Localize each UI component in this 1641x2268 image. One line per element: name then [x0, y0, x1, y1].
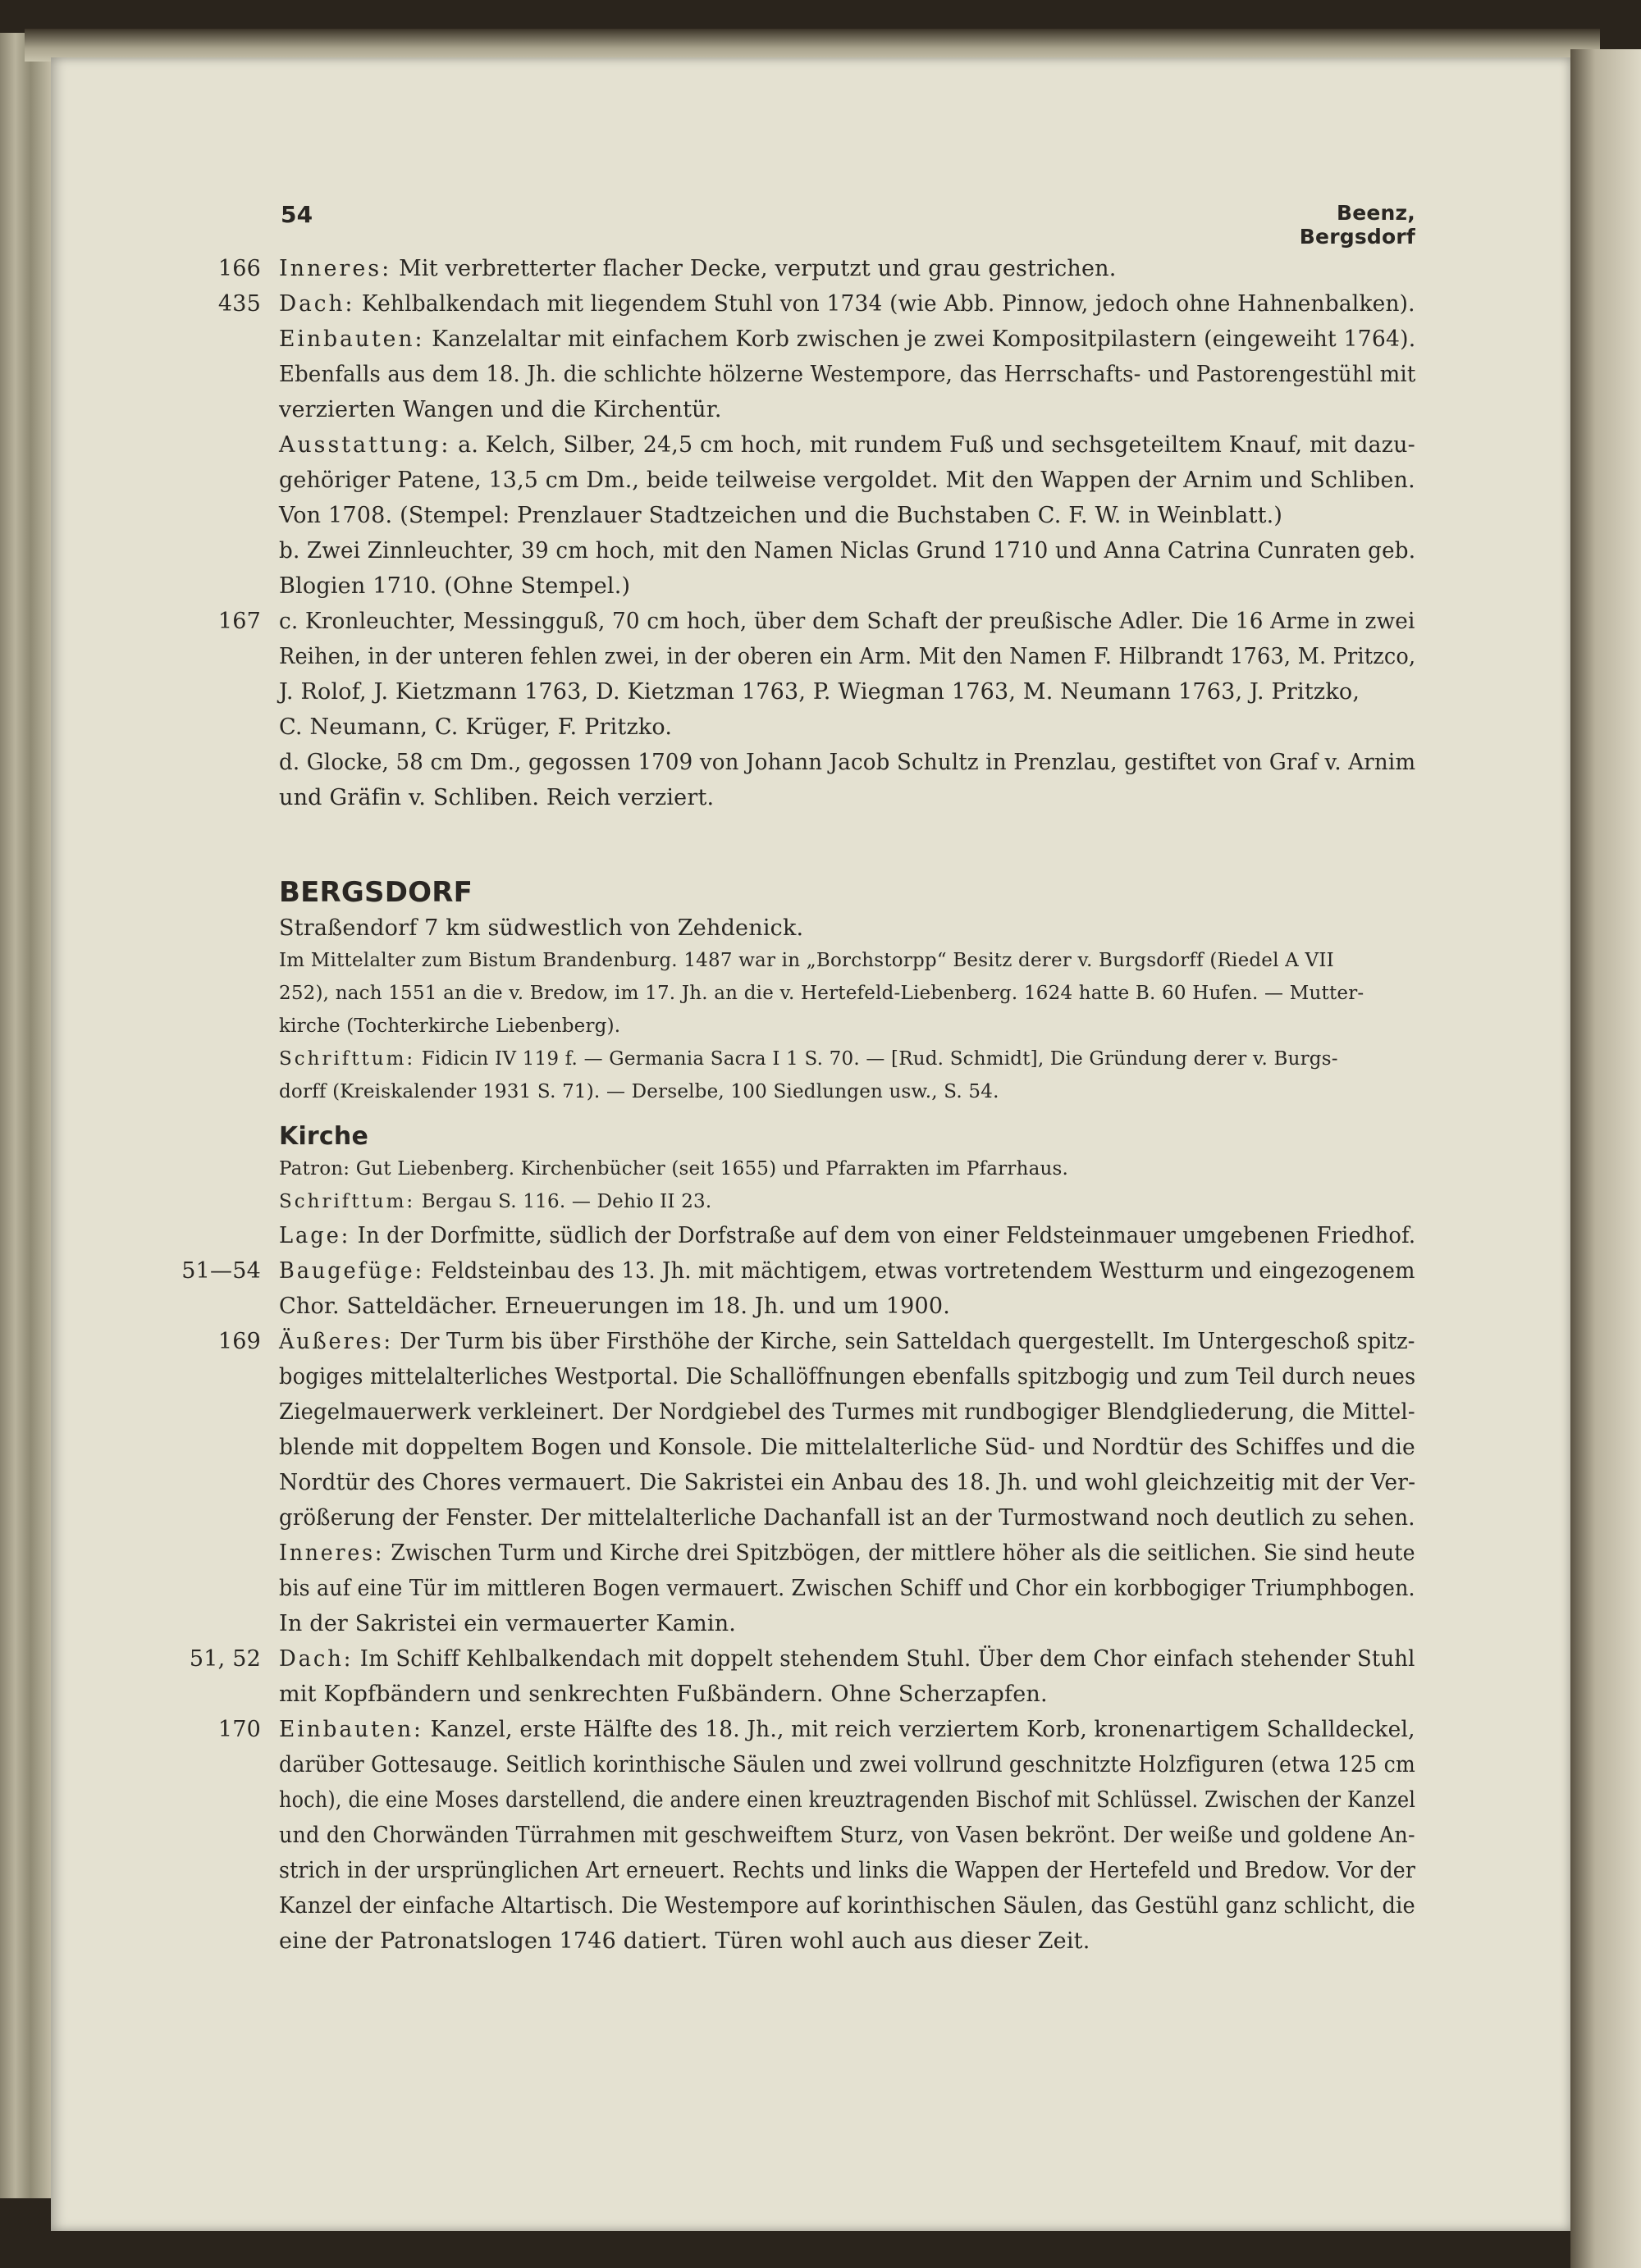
margin-ref: 51, 52: [189, 1646, 261, 1672]
text-line: hoch), die eine Moses darstellend, die andere einen kreuztragenden Bischof mit Schlüssel. Zwischen der Kanzel: [279, 1787, 1416, 1813]
text-line: Nordtür des Chores vermauert. Die Sakristei ein Anbau des 18. Jh. und wohl gleichzeitig mit der Ver-: [279, 1470, 1416, 1495]
text-line: Reihen, in der unteren fehlen zwei, in der oberen ein Arm. Mit den Namen F. Hilbrandt 1763, M. Pritzco,: [279, 644, 1416, 669]
margin-ref: 169: [217, 1329, 261, 1354]
subsection-title: Kirche: [279, 1122, 369, 1151]
text-line: [279, 1191, 711, 1212]
text-line: [279, 1048, 1338, 1070]
text-span: Kanzelaltar mit einfachem Korb zwischen je zwei Kompositpilastern (eingeweiht 1764).: [432, 326, 1416, 352]
text-line: In der Sakristei ein vermauerter Kamin.: [279, 1611, 737, 1636]
text-line: mit Kopfbändern und senkrechten Fußbändern. Ohne Scherzapfen.: [279, 1682, 1048, 1707]
text-span: Im Schiff Kehlbalkendach mit doppelt stehendem Stuhl. Über dem Chor einfach stehender Stuhl: [359, 1646, 1415, 1672]
heading-ausstattung: Ausstattung:: [279, 432, 451, 458]
text-line: Ebenfalls aus dem 18. Jh. die schlichte hölzerne Westempore, das Herrschafts- und Pastorengestühl mit: [279, 362, 1416, 387]
heading-inneres: Inneres:: [279, 1540, 385, 1566]
text-line: [279, 1223, 1415, 1248]
text-line: Von 1708. (Stempel: Prenzlauer Stadtzeichen und die Buchstaben C. F. W. in Weinblatt.): [279, 503, 1283, 528]
text-line: 252), nach 1551 an die v. Bredow, im 17. Jh. an die v. Hertefeld-Liebenberg. 1624 hatte B. 60 Hufen. — Mutter-: [279, 983, 1364, 1004]
text-line: b. Zwei Zinnleuchter, 39 cm hoch, mit den Namen Niclas Grund 1710 und Anna Catrina Cunraten geb.: [279, 538, 1416, 564]
text-line: blende mit doppeltem Bogen und Konsole. Die mittelalterliche Süd- und Nordtür des Schiffes und die: [279, 1435, 1415, 1460]
text-span: Kanzel, erste Hälfte des 18. Jh., mit reich verziertem Korb, kronenartigem Schalldeckel,: [430, 1717, 1415, 1742]
text-line: d. Glocke, 58 cm Dm., gegossen 1709 von Johann Jacob Schultz in Prenzlau, gestiftet von Graf v. Arnim: [279, 750, 1416, 775]
text-line: verzierten Wangen und die Kirchentür.: [279, 397, 722, 422]
text-span: Feldsteinbau des 13. Jh. mit mächtigem, etwas vortretendem Westturm und eingezogenem: [431, 1258, 1415, 1284]
text-line: Straßendorf 7 km südwestlich von Zehdenick.: [279, 915, 804, 941]
margin-ref: 170: [217, 1717, 261, 1742]
text-line: strich in der ursprünglichen Art erneuert. Rechts und links die Wappen der Hertefeld und Bredow. Vor der: [279, 1858, 1416, 1883]
text-line: größerung der Fenster. Der mittelalterliche Dachanfall ist an der Turmostwand noch deutlich zu sehen.: [279, 1505, 1415, 1531]
heading-schrifttum: Schrifttum:: [279, 1048, 416, 1070]
heading-einbauten: Einbauten:: [279, 1717, 423, 1742]
heading-lage: Lage:: [279, 1223, 351, 1248]
text-line: und den Chorwänden Türrahmen mit geschweiftem Sturz, von Vasen bekrönt. Der weiße und goldene An-: [279, 1823, 1415, 1848]
text-line: [279, 1646, 1415, 1672]
text-line: [279, 291, 1415, 317]
text-span: Bergau S. 116. — Dehio II 23.: [421, 1191, 712, 1212]
text-line: dorff (Kreiskalender 1931 S. 71). — Derselbe, 100 Siedlungen usw., S. 54.: [279, 1081, 999, 1102]
text-line: Im Mittelalter zum Bistum Brandenburg. 1487 war in „Borchstorpp“ Besitz derer v. Burgsdorff (Riedel A VII: [279, 950, 1334, 971]
text-span: Der Turm bis über Firsthöhe der Kirche, sein Satteldach quergestellt. Im Untergeschoß spitz-: [400, 1329, 1415, 1354]
heading-dach: Dach:: [279, 291, 355, 317]
text-span: a. Kelch, Silber, 24,5 cm hoch, mit rundem Fuß und sechsgeteiltem Knauf, mit dazu-: [458, 432, 1415, 458]
text-line: [279, 1717, 1415, 1742]
text-line: Ziegelmauerwerk verkleinert. Der Nordgiebel des Turmes mit rundbogiger Blendgliederung, die Mittel-: [279, 1399, 1415, 1425]
text-line: bis auf eine Tür im mittleren Bogen vermauert. Zwischen Schiff und Chor ein korbbogiger Triumphbogen.: [279, 1576, 1415, 1601]
text-line: und Gräfin v. Schliben. Reich verziert.: [279, 785, 715, 810]
text-line: [279, 256, 1117, 281]
text-span: Fidicin IV 119 f. — Germania Sacra I 1 S. 70. — [Rud. Schmidt], Die Gründung derer v. Burgs-: [421, 1048, 1338, 1070]
text-span: Kehlbalkendach mit liegendem Stuhl von 1734 (wie Abb. Pinnow, jedoch ohne Hahnenbalken).: [361, 291, 1415, 317]
text-line: [279, 1329, 1415, 1354]
heading-inneres: Inneres:: [279, 256, 392, 281]
text-line: Kanzel der einfache Altartisch. Die Westempore auf korinthischen Säulen, das Gestühl ganz schlicht, die: [279, 1893, 1415, 1919]
heading-aeusseres: Äußeres:: [279, 1329, 393, 1354]
heading-dach: Dach:: [279, 1646, 354, 1672]
margin-ref: 166: [217, 256, 261, 281]
text-span: Zwischen Turm und Kirche drei Spitzbögen, der mittlere höher als die seitlichen. Sie sind heute: [391, 1540, 1415, 1566]
text-line: Blogien 1710. (Ohne Stempel.): [279, 573, 631, 599]
text-line: [279, 1258, 1415, 1284]
margin-ref: 51—54: [181, 1258, 261, 1284]
text-line: J. Rolof, J. Kietzmann 1763, D. Kietzman 1763, P. Wiegman 1763, M. Neumann 1763, J. Pritzko,: [279, 679, 1360, 705]
text-line: [279, 1540, 1415, 1566]
text-line: kirche (Tochterkirche Liebenberg).: [279, 1015, 621, 1037]
text-line: C. Neumann, C. Krüger, F. Pritzko.: [279, 714, 673, 740]
text-line: c. Kronleuchter, Messingguß, 70 cm hoch, über dem Schaft der preußische Adler. Die 16 Arme in zwei: [279, 609, 1415, 634]
running-title: Beenz, Bergsdorf: [1299, 201, 1415, 249]
text-line: [279, 432, 1415, 458]
heading-baugefuege: Baugefüge:: [279, 1258, 425, 1284]
text-line: Patron: Gut Liebenberg. Kirchenbücher (seit 1655) und Pfarrakten im Pfarrhaus.: [279, 1158, 1069, 1180]
text-line: Chor. Satteldächer. Erneuerungen im 18. Jh. und um 1900.: [279, 1294, 950, 1319]
heading-einbauten: Einbauten:: [279, 326, 425, 352]
text-span: Mit verbretterter flacher Decke, verputzt und grau gestrichen.: [399, 256, 1117, 281]
text-line: eine der Patronatslogen 1746 datiert. Türen wohl auch aus dieser Zeit.: [279, 1928, 1090, 1954]
page-number: 54: [281, 201, 313, 228]
text-span: In der Dorfmitte, südlich der Dorfstraße auf dem von einer Feldsteinmauer umgebenen Friedhof.: [357, 1223, 1416, 1248]
heading-schrifttum: Schrifttum:: [279, 1191, 416, 1212]
margin-ref: 435: [217, 291, 261, 317]
text-line: darüber Gottesauge. Seitlich korinthische Säulen und zwei vollrund geschnitzte Holzfiguren (etwa 125 cm: [279, 1752, 1415, 1777]
section-title: BERGSDORF: [279, 876, 473, 909]
text-line: [279, 326, 1415, 352]
text-line: gehöriger Patene, 13,5 cm Dm., beide teilweise vergoldet. Mit den Wappen der Arnim und Schliben.: [279, 468, 1415, 493]
text-line: bogiges mittelalterliches Westportal. Die Schallöffnungen ebenfalls spitzbogig und zum Teil durch neues: [279, 1364, 1416, 1390]
margin-ref: 167: [217, 609, 261, 634]
